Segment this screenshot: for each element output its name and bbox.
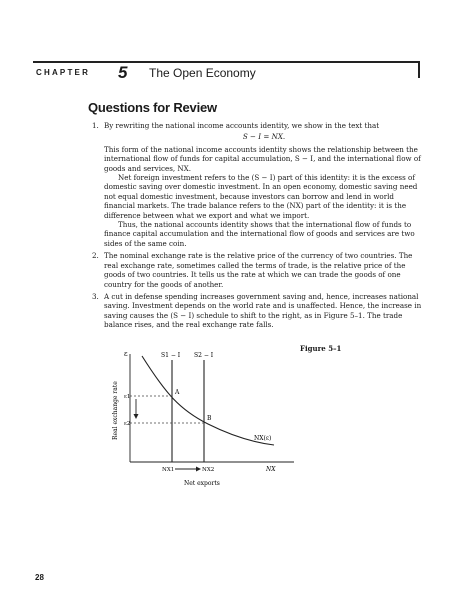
chapter-number: 5 — [118, 63, 128, 82]
figure-label: Figure 5–1 — [300, 344, 342, 353]
page-number: 28 — [35, 573, 44, 582]
nx-rise-arrowhead — [196, 467, 201, 472]
chapter-title: The Open Economy — [149, 66, 256, 80]
question-number: 2. — [92, 251, 99, 261]
exchange-rate-diagram — [112, 344, 302, 494]
y-axis-label: Real exchange rate — [112, 381, 119, 440]
x-axis-label: Net exports — [184, 480, 220, 487]
header-rule — [33, 61, 419, 63]
question-number: 3. — [92, 291, 99, 301]
question-1-paragraph: Thus, the national accounts identity shows that the international flow of funds to finance capital accumulation and the international flow of goods and services are two sides of the same coin. — [104, 220, 415, 248]
question-2-text: The nominal exchange rate is the relative price of the currency of two countries. The real exchange rate, sometimes called the terms of trade, is the relative price of the goods of two countries. It tells us the rate at which we can trade the goods of one country for the goods of another. — [104, 251, 413, 289]
identity-equation: S − I = NX. — [242, 132, 286, 142]
eps-2-label: ε2 — [124, 421, 131, 427]
chapter-label: CHAPTER — [36, 68, 91, 77]
header-rule-tick — [418, 61, 420, 78]
question-2 — [92, 251, 424, 289]
eps-fall-arrowhead — [134, 414, 139, 419]
y-axis-symbol: ε — [124, 350, 128, 358]
curve-label: NX(ε) — [254, 435, 272, 442]
question-1-paragraph: This form of the national income accounts identity shows the relationship between the international flow of funds for capital accumulation, S − I, and the international flow of goods and services, NX. — [104, 144, 421, 173]
schedule-2-label: S2 − I — [194, 352, 214, 359]
nx-2-label: NX2 — [202, 467, 215, 473]
question-3 — [92, 292, 424, 330]
section-heading: Questions for Review — [88, 100, 217, 115]
question-1-paragraph: Net foreign investment refers to the (S − I) part of this identity: it is the excess of domestic saving over domestic investment. In an open economy, domestic saving need not equal domestic investment, because investors can borrow and lend in world financial markets. The trade balance refers to the (NX) part of the identity: it is the difference between what we export and what we import. — [104, 173, 418, 220]
schedule-1-label: S1 − I — [161, 352, 181, 359]
x-axis-symbol: NX — [266, 466, 276, 473]
point-a-label: A — [175, 389, 180, 396]
question-number: 1. — [92, 121, 99, 130]
nx-curve — [142, 356, 274, 445]
nx-1-label: NX1 — [162, 467, 175, 473]
question-1 — [92, 121, 424, 248]
eps-1-label: ε1 — [124, 394, 131, 400]
question-3-text: A cut in defense spending increases government saving and, hence, increases national saving. Investment depends on the world rate and is unaffected. Hence, the increase in saving causes the (S − I) schedule to shift to the right, as in Figure 5–1. The trade balance rises, and the real exchange rate falls. — [104, 291, 422, 330]
point-b-label: B — [207, 415, 212, 422]
questions-body — [92, 121, 424, 330]
figure-5-1 — [112, 344, 302, 494]
question-1-intro: By rewriting the national income accounts identity, we show in the text that — [104, 121, 380, 130]
